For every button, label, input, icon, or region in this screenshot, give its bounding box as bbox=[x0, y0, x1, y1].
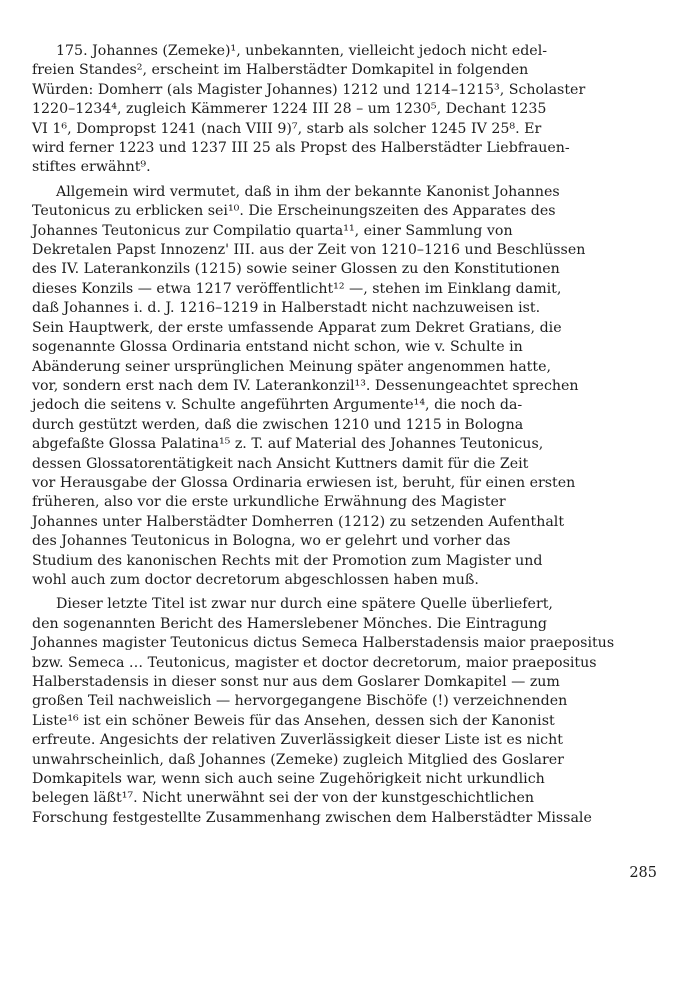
body-text bbox=[32, 42, 658, 833]
text-line: Halberstadensis in dieser sonst nur aus dem Goslarer Domkapitel — zum bbox=[32, 674, 560, 690]
text-line: sogenannte Glossa Ordinaria entstand nicht schon, wie v. Schulte in bbox=[32, 339, 523, 356]
text-line: vor, sondern erst nach dem IV. Laterankonzil¹³. Dessenungeachtet sprechen bbox=[32, 377, 579, 394]
text-line: freien Standes², erscheint im Halberstädter Domkapitel in folgenden bbox=[32, 62, 529, 79]
page-number: 285 bbox=[629, 865, 657, 881]
text-line: Sein Hauptwerk, der erste umfassende Apparat zum Dekret Gratians, die bbox=[32, 319, 562, 336]
text-line: Johannes unter Halberstädter Domherren (1212) zu setzenden Aufenthalt bbox=[32, 513, 565, 530]
text-line: Johannes Teutonicus zur Compilatio quarta¹¹, einer Sammlung von bbox=[32, 222, 513, 239]
text-line: bzw. Semeca … Teutonicus, magister et doctor decretorum, maior praepositus bbox=[32, 654, 597, 671]
text-line: daß Johannes i. d. J. 1216–1219 in Halberstadt nicht nachzuweisen ist. bbox=[32, 300, 541, 317]
text-line: vor Herausgabe der Glossa Ordinaria erwiesen ist, beruht, für einen ersten bbox=[32, 474, 576, 491]
text-line: durch gestützt werden, daß die zwischen 1210 und 1215 in Bologna bbox=[32, 416, 524, 433]
text-line: des Johannes Teutonicus in Bologna, wo er gelehrt und vorher das bbox=[32, 533, 511, 550]
text-line: Domkapitels war, wenn sich auch seine Zugehörigkeit nicht urkundlich bbox=[32, 771, 545, 788]
text-line: des IV. Laterankonzils (1215) sowie seiner Glossen zu den Konstitutionen bbox=[32, 261, 560, 278]
text-line: dieses Konzils — etwa 1217 veröffentlicht¹² —, stehen im Einklang damit, bbox=[32, 280, 562, 297]
text-line: wird ferner 1223 und 1237 III 25 als Propst des Halberstädter Liebfrauen- bbox=[32, 140, 570, 157]
text-line: Dieser letzte Titel ist zwar nur durch eine spätere Quelle überliefert, bbox=[56, 596, 553, 613]
text-line: wohl auch zum doctor decretorum abgeschlossen haben muß. bbox=[32, 571, 479, 588]
text-line: Johannes magister Teutonicus dictus Semeca Halberstadensis maior praepositus bbox=[32, 635, 615, 652]
text-line: dessen Glossatorentätigkeit nach Ansicht Kuttners damit für die Zeit bbox=[32, 455, 529, 472]
text-line: VI 1⁶, Dompropst 1241 (nach VIII 9)⁷, starb als solcher 1245 IV 25⁸. Er bbox=[32, 120, 542, 137]
text-line: jedoch die seitens v. Schulte angeführten Argumente¹⁴, die noch da- bbox=[32, 397, 523, 414]
text-line: erfreute. Angesichts der relativen Zuverlässigkeit dieser Liste ist es nicht bbox=[32, 732, 563, 749]
text-line: Allgemein wird vermutet, daß in ihm der bekannte Kanonist Johannes bbox=[56, 183, 560, 200]
text-line: stiftes erwähnt⁹. bbox=[32, 159, 151, 176]
text-line: Liste¹⁶ ist ein schöner Beweis für das Ansehen, dessen sich der Kanonist bbox=[32, 712, 555, 729]
paragraph-2 bbox=[32, 183, 658, 591]
text-line: 175. Johannes (Zemeke)¹, unbekannten, vielleicht jedoch nicht edel- bbox=[56, 43, 548, 59]
text-line: Teutonicus zu erblicken sei¹⁰. Die Erscheinungszeiten des Apparates des bbox=[32, 203, 556, 220]
text-line: Forschung festgestellte Zusammenhang zwischen dem Halberstädter Missale bbox=[32, 809, 592, 826]
text-line: Würden: Domherr (als Magister Johannes) 1212 und 1214–1215³, Scholaster bbox=[32, 81, 586, 98]
text-line: früheren, also vor die erste urkundliche Erwähnung des Magister bbox=[32, 494, 506, 511]
paragraph-3 bbox=[32, 595, 658, 828]
text-line: den sogenannten Bericht des Hamerslebener Mönches. Die Eintragung bbox=[32, 615, 547, 632]
text-line: Abänderung seiner ursprünglichen Meinung später angenommen hatte, bbox=[32, 358, 551, 375]
text-line: 1220–1234⁴, zugleich Kämmerer 1224 III 28 – um 1230⁵, Dechant 1235 bbox=[32, 101, 547, 118]
text-line: Studium des kanonischen Rechts mit der Promotion zum Magister und bbox=[32, 552, 543, 569]
text-line: Dekretalen Papst Innozenz' III. aus der Zeit von 1210–1216 und Beschlüssen bbox=[32, 242, 586, 259]
text-line: belegen läßt¹⁷. Nicht unerwähnt sei der von der kunstgeschichtlichen bbox=[32, 790, 535, 807]
text-line: abgefaßte Glossa Palatina¹⁵ z. T. auf Material des Johannes Teutonicus, bbox=[32, 436, 544, 453]
paragraph-1 bbox=[32, 42, 658, 178]
text-line: großen Teil nachweislich — hervorgegangene Bischöfe (!) verzeichnenden bbox=[32, 693, 568, 710]
text-line: unwahrscheinlich, daß Johannes (Zemeke) zugleich Mitglied des Goslarer bbox=[32, 751, 564, 768]
